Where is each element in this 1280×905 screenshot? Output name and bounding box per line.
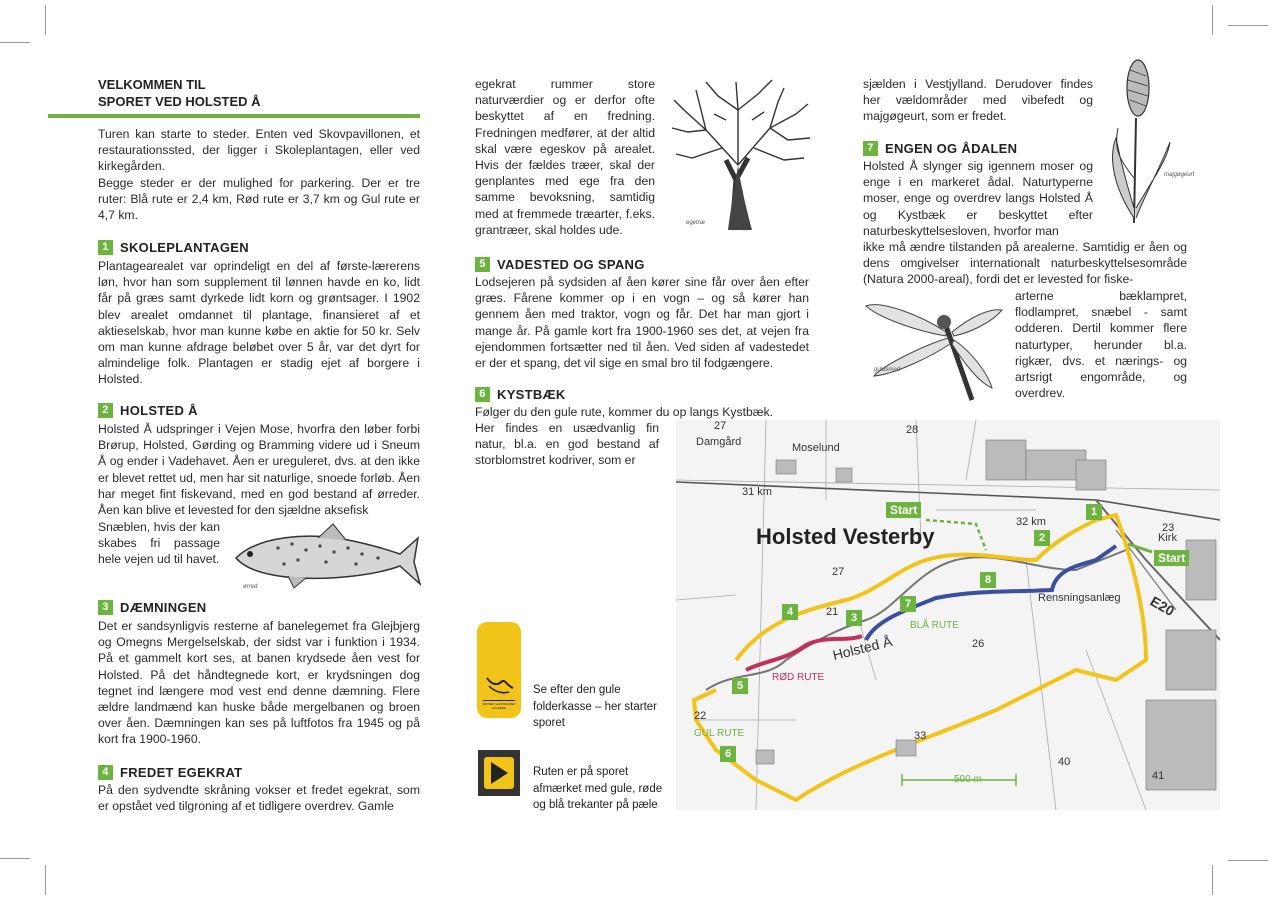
dragonfly-caption: guldsmed [874, 367, 901, 373]
crop-mark [1228, 860, 1268, 861]
section-3-heading [98, 600, 206, 615]
crop-mark [0, 858, 30, 859]
map-label-yellow-route: GUL RUTE [694, 728, 745, 739]
crop-mark [0, 42, 30, 43]
section-number-badge: 7 [863, 141, 878, 156]
map-start-marker-west: Start [886, 502, 921, 518]
section-6-heading [475, 387, 566, 402]
map-marker-3: 3 [846, 610, 862, 626]
map-label-32km: 32 km [1016, 516, 1046, 528]
section-title: HOLSTED Å [120, 403, 198, 418]
folder-box-icon [477, 622, 521, 718]
folder-box-label: SPORET LANDSKABET FOLDERE [482, 702, 516, 710]
crop-mark [1228, 25, 1268, 26]
dragonfly-illustration [862, 296, 1008, 416]
section-5-text: Lodsejeren på sydsiden af åen kører sine får over åen efter græs. Fårene kommer op i en vogn – og så kører han gennem åen med traktor, vogn og får. Det har man gjort i mange år. På gamle kort fra 1900-1960 ses det, at vejen fra ejendommen fortsætter ned til åen. Ved siden af vadestedet er der et spang, det vil sige en smal bro til fodgængere. [475, 275, 809, 371]
section-6-text-cont: sjælden i Vestjylland. Derudover findes her vældområder med vibefedt og majgøgeurt, som er fredet. [863, 77, 1093, 124]
intro-paragraph-2: Begge steder er der mulighed for parkering. Der er tre ruter: Blå rute er 2,4 km, Rød rute er 3,7 km og Gul rute er 4,7 km. [98, 175, 420, 223]
trout-illustration [228, 518, 422, 590]
map-start-marker-east: Start [1154, 550, 1189, 566]
map-label-23: 23 [1162, 522, 1175, 534]
map-label-e20: E20 [1147, 592, 1178, 620]
section-2-heading [98, 403, 198, 418]
orchid-illustration [1104, 58, 1176, 228]
section-7-heading [863, 141, 1017, 156]
map-label-33: 33 [914, 730, 927, 742]
crop-mark [45, 5, 46, 35]
section-title: DÆMNINGEN [120, 600, 207, 615]
map-label-red-route: RØD RUTE [772, 672, 825, 683]
section-4-text: På den sydvendte skråning vokser et fredet egekrat, som er opstået ved tilgroning af et tidligere overdrev. Gamle [98, 783, 420, 814]
main-heading-line2: SPORET VED HOLSTED Å [98, 94, 261, 109]
section-4-text-cont: egekrat rummer store naturværdier og er derfor ofte beskyttet af en fredning. Fredningen medfører, at der altid skal være egeskov på arealet. Hvis der fældes træer, skal der genplantes med ege fra den samme bevoksning, samtidig med at fremmede træarter, f.eks. grantræer, skal holdes ude. [475, 77, 655, 237]
section-number-badge: 5 [475, 257, 490, 272]
oak-tree-illustration [666, 70, 816, 235]
route-marker-icon [478, 750, 520, 796]
section-1-heading [98, 240, 249, 255]
route-map [676, 420, 1220, 810]
map-label-21: 21 [826, 606, 839, 618]
section-7-text-2: ikke må ændre tilstanden på arealerne. Samtidig er åen og dens omgivelser internationalt naturbeskyttelsesområde (Natura 2000-areal), fordi det er levested for fiske- [863, 240, 1187, 287]
section-number-badge: 1 [98, 240, 113, 255]
intro-text [98, 126, 420, 223]
map-label-town: Holsted Vesterby [756, 524, 935, 549]
section-title: VADESTED OG SPANG [497, 257, 645, 272]
section-title: SKOLEPLANTAGEN [120, 240, 249, 255]
section-4-heading [98, 765, 242, 780]
map-label-river: Holsted Å [830, 632, 894, 664]
map-lines [676, 420, 1220, 810]
legend-route-text: Ruten er på sporet afmærket med gule, røde og blå trekanter på pæle [533, 766, 663, 811]
map-marker-7: 7 [900, 596, 916, 612]
crop-mark [1212, 5, 1213, 35]
section-title: ENGEN OG ÅDALEN [885, 141, 1018, 156]
map-marker-4: 4 [782, 604, 798, 620]
trout-caption: ørred [243, 584, 258, 590]
map-label-plant: Rensningsanlæg [1038, 592, 1121, 604]
section-title: FREDET EGEKRAT [120, 765, 243, 780]
main-heading [98, 76, 261, 110]
section-2-text: Holsted Å udspringer i Vejen Mose, hvorfra den løber forbi Brørup, Holsted, Gørding og Bramming videre ud i Sneum Å og ender i Vadehavet. Åen er ureguleret, dvs. at den ikke er blevet rettet ud, men har sit naturlige, snoede forløb. Åen har meget fint fiskevand, med en god bestand af ørreder. Åen kan blive et levested for den sjældne aksefisk [98, 422, 420, 518]
map-label-moselund: Moselund [792, 442, 840, 454]
plant-caption: majgøgeurt [1164, 172, 1195, 178]
intro-paragraph-1: Turen kan starte to steder. Enten ved Skovpavillonen, et restaurationssted, der ligger i Skoleplantagen, eller ved kirkegården. [98, 127, 420, 174]
crop-mark [1212, 865, 1213, 895]
section-7-text-3: arterne bæklampret, flodlampret, snæbel - samt odderen. Dertil kommer flere naturtyper, herunder bl.a. rigkær, dvs. et nærings- og artsrigt engområde, og overdrev. [1015, 289, 1187, 401]
map-label-damgard: Damgård [696, 436, 742, 448]
map-label-22: 22 [694, 710, 707, 722]
map-label-27b: 27 [832, 566, 845, 578]
map-scale-label: 500 m [954, 774, 982, 785]
section-3-text: Det er sandsynligvis resterne af banelegemet fra Glejbjerg og Omegns Mergelselskab, der sidst var i funktion i 1934. På et gammelt kort ses, at banen krydsede åen vest for Holsted. På det håndtegnede kort, er krydsningen dog tegnet ind længere mod vest end denne dæmning. Flere ældre landmænd kan huske både mergelbanen og broen over åen. Dæmningen kan ses på luftfotos fra 1945 og på kort fra 1900-1960. [98, 619, 420, 747]
map-label-27: 27 [714, 420, 727, 432]
map-label-28: 28 [906, 424, 919, 436]
section-number-badge: 6 [475, 387, 490, 402]
map-label-31km: 31 km [742, 486, 772, 498]
section-title: KYSTBÆK [497, 387, 566, 402]
section-number-badge: 2 [98, 403, 113, 418]
green-rule [48, 114, 420, 118]
map-marker-6: 6 [720, 746, 736, 762]
play-triangle-icon [491, 762, 508, 784]
tree-caption: egetræ [686, 220, 706, 226]
section-6-text-2: Her findes en usædvanlig fin natur, bl.a. en god bestand af storblomstret kodriver, som er [475, 421, 659, 468]
main-heading-line1: VELKOMMEN TIL [98, 77, 206, 92]
map-label-blue-route: BLÅ RUTE [910, 620, 959, 631]
map-marker-8: 8 [980, 572, 996, 588]
map-marker-1: 1 [1086, 504, 1102, 520]
crop-mark [45, 865, 46, 895]
section-number-badge: 4 [98, 765, 113, 780]
map-label-kirk: Kirk [1158, 532, 1177, 544]
map-label-40: 40 [1058, 756, 1071, 768]
section-number-badge: 3 [98, 600, 113, 615]
map-marker-2: 2 [1034, 530, 1050, 546]
map-label-26: 26 [972, 638, 985, 650]
section-5-heading [475, 257, 645, 272]
section-1-text: Plantagearealet var oprindeligt en del af første-lærerens løn, hvor han som supplement til lønnen havde en ko, lidt får på græs samt dyrkede lidt korn og grøntsager. I 1902 blev arealet omdannet til plantage, finansieret af et aktieselskab, hvor man kunne købe en aktie for 50 kr. Selv om man kunne afdrage beløbet over 5 år, var det dyrt for almindelige folk. Plantagen er stadig ejet af borgere i Holsted. [98, 259, 420, 387]
section-6-text-1: Følger du den gule rute, kommer du op langs Kystbæk. [475, 405, 774, 419]
section-7-text-1: Holsted Å slynger sig igennem moser og enge i en markeret ådal. Naturtyperne moser, enge og overdrev langs Holsted Å og Kystbæk er beskyttet efter naturbeskyttelsesloven, hvorfor man [863, 159, 1093, 238]
map-marker-5: 5 [732, 678, 748, 694]
section-2-text-cont: Snæblen, hvis der kan skabes fri passage hele vejen ud til havet. [98, 520, 220, 567]
map-label-41: 41 [1152, 770, 1165, 782]
legend-folder-text: Se efter den gule folderkasse – her starter sporet [533, 684, 658, 729]
